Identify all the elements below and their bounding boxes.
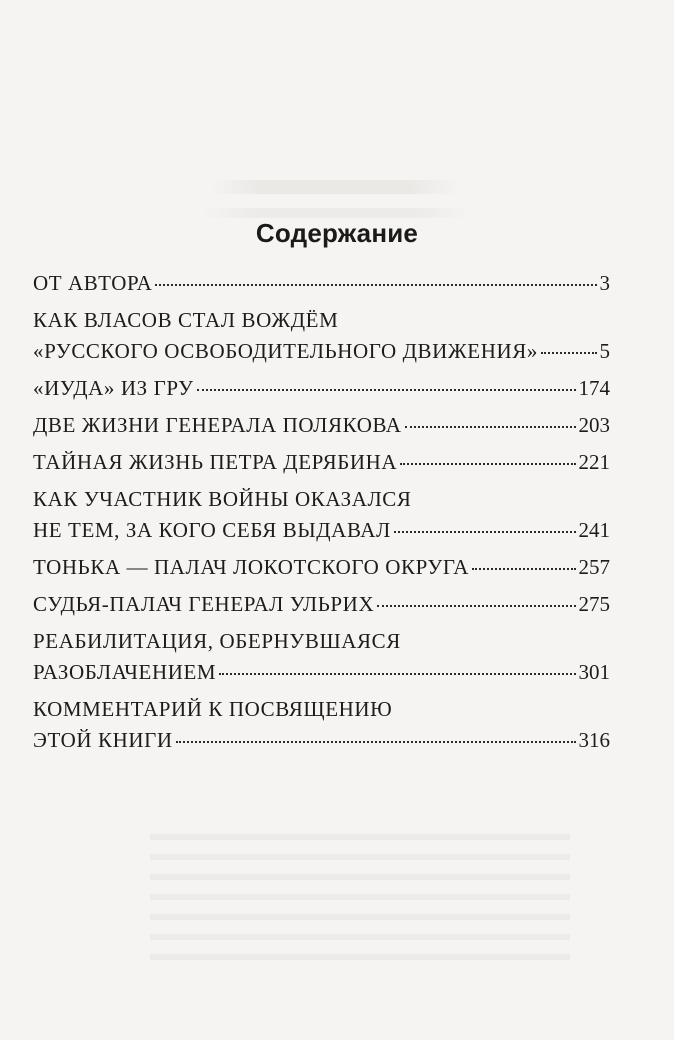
toc-page-number: 221 (578, 450, 610, 474)
bleed-through-artifact (150, 820, 570, 970)
dot-leader (472, 568, 575, 570)
toc-entry[interactable] (33, 447, 610, 478)
dot-leader (176, 741, 576, 743)
toc-entry-line (33, 515, 610, 546)
toc-entry[interactable] (33, 268, 610, 299)
toc-entry-title: РАЗОБЛАЧЕНИЕМ (33, 660, 217, 684)
toc-entry-line (33, 268, 610, 299)
dot-leader (405, 426, 576, 428)
toc-entry-title: ТАЙНАЯ ЖИЗНЬ ПЕТРА ДЕРЯБИНА (33, 450, 398, 474)
dot-leader (377, 605, 575, 607)
toc-entry[interactable] (33, 694, 610, 756)
toc-entry-title: СУДЬЯ-ПАЛАЧ ГЕНЕРАЛ УЛЬРИХ (33, 592, 375, 616)
toc-page-number: 257 (578, 555, 610, 579)
toc-page-number: 5 (599, 339, 610, 363)
toc-entry[interactable] (33, 484, 610, 546)
toc-entry-line (33, 589, 610, 620)
dot-leader (394, 531, 576, 533)
toc-entry-title: ТОНЬКА — ПАЛАЧ ЛОКОТСКОГО ОКРУГА (33, 555, 470, 579)
dot-leader (197, 389, 576, 391)
toc-entry[interactable] (33, 305, 610, 367)
toc-entry-title: ДВЕ ЖИЗНИ ГЕНЕРАЛА ПОЛЯКОВА (33, 413, 402, 437)
toc-entry-title: «ИУДА» ИЗ ГРУ (33, 376, 194, 400)
toc-entry-title: ЭТОЙ КНИГИ (33, 728, 173, 752)
toc-entry[interactable] (33, 626, 610, 688)
toc-entry-title: КАК ВЛАСОВ СТАЛ ВОЖДЁМ (33, 308, 339, 332)
toc-entry[interactable] (33, 410, 610, 441)
toc-entry-title: «РУССКОГО ОСВОБОДИТЕЛЬНОГО ДВИЖЕНИЯ» (33, 339, 538, 363)
toc-entry-line (33, 657, 610, 688)
toc-page-number: 174 (578, 376, 610, 400)
dot-leader (219, 673, 575, 675)
toc-page-number: 3 (599, 271, 610, 295)
toc-page-number: 241 (578, 518, 610, 542)
toc-page-number: 275 (578, 592, 610, 616)
toc-entry-title: КОММЕНТАРИЙ К ПОСВЯЩЕНИЮ (33, 697, 393, 721)
table-of-contents (33, 268, 610, 762)
toc-entry[interactable] (33, 552, 610, 583)
toc-entry[interactable] (33, 373, 610, 404)
toc-entry-line (33, 373, 610, 404)
toc-entry-line (33, 447, 610, 478)
toc-entry-line (33, 336, 610, 367)
toc-entry-title: РЕАБИЛИТАЦИЯ, ОБЕРНУВШАЯСЯ (33, 629, 401, 653)
toc-entry[interactable] (33, 589, 610, 620)
dot-leader (400, 463, 575, 465)
bleed-through-artifact (210, 180, 460, 194)
bleed-through-artifact (200, 208, 470, 218)
toc-entry-line (33, 725, 610, 756)
toc-entry-line (33, 410, 610, 441)
toc-page-number: 316 (578, 728, 610, 752)
dot-leader (155, 284, 596, 286)
toc-entry-title: НЕ ТЕМ, ЗА КОГО СЕБЯ ВЫДАВАЛ (33, 518, 391, 542)
toc-entry-title: КАК УЧАСТНИК ВОЙНЫ ОКАЗАЛСЯ (33, 487, 412, 511)
toc-title: Содержание (255, 218, 419, 248)
toc-page-number: 301 (578, 660, 610, 684)
dot-leader (541, 352, 597, 354)
toc-entry-title: ОТ АВТОРА (33, 271, 153, 295)
toc-page-number: 203 (578, 413, 610, 437)
toc-entry-line (33, 552, 610, 583)
